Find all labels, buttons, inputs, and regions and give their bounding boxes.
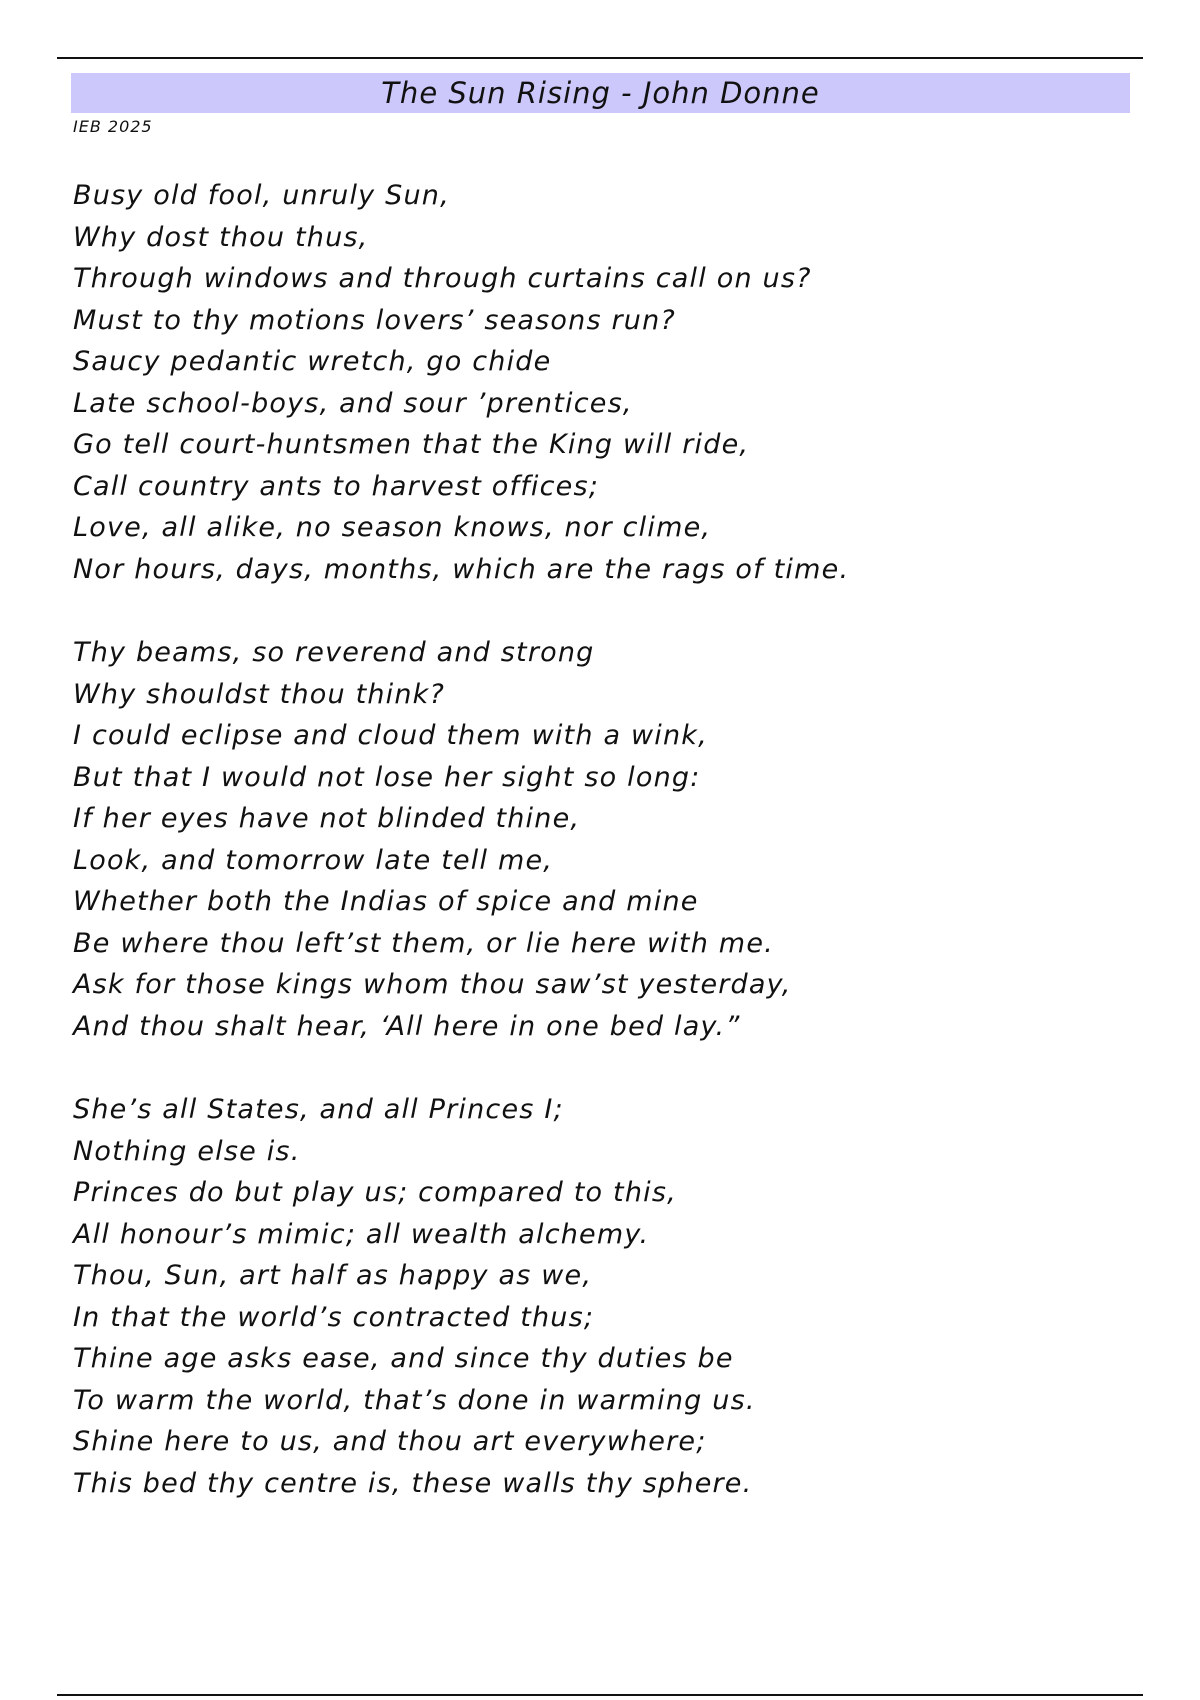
- poem-line: Late school-boys, and sour ’prentices,: [73, 387, 633, 419]
- poem-line: Nothing else is.: [73, 1135, 301, 1167]
- poem-line: Through windows and through curtains call on us?: [73, 263, 812, 294]
- poem-line: She’s all States, and all Princes I;: [73, 1094, 564, 1125]
- poem-line: Thou, Sun, art half as happy as we,: [73, 1260, 593, 1291]
- exam-tag: IEB 2025: [73, 117, 153, 136]
- top-rule: [57, 57, 1143, 59]
- poem-line: In that the world’s contracted thus;: [73, 1301, 595, 1333]
- document-title: The Sun Rising - John Donne: [381, 76, 820, 110]
- stanza-1: [73, 175, 1133, 590]
- poem-line: To warm the world, that’s done in warming us.: [73, 1384, 756, 1416]
- poem-line: This bed thy centre is, these walls thy sphere.: [73, 1467, 753, 1499]
- poem-line: Look, and tomorrow late tell me,: [73, 844, 554, 876]
- poem-line: Shine here to us, and thou art everywhere;: [73, 1426, 707, 1457]
- poem-line: Go tell court-huntsmen that the King will ride,: [73, 429, 750, 460]
- poem-line: Busy old fool, unruly Sun,: [73, 180, 450, 211]
- stanza-3: [73, 1089, 1133, 1504]
- poem-line: Saucy pedantic wretch, go chide: [73, 346, 552, 377]
- poem-line: Thine age asks ease, and since thy duties be: [73, 1343, 734, 1374]
- poem-line: If her eyes have not blinded thine,: [73, 803, 581, 834]
- poem-line: I could eclipse and cloud them with a wink,: [73, 720, 708, 751]
- poem-line: Why dost thou thus,: [73, 221, 369, 253]
- poem-line: Love, all alike, no season knows, nor clime,: [73, 512, 712, 543]
- poem-line: Nor hours, days, months, which are the rags of time.: [73, 553, 850, 585]
- poem-line: Ask for those kings whom thou saw’st yesterday,: [73, 969, 792, 1000]
- poem-line: Call country ants to harvest offices;: [73, 470, 600, 502]
- title-bar: [71, 73, 1130, 113]
- poem-line: Must to thy motions lovers’ seasons run?: [73, 304, 676, 336]
- poem-line: But that I would not lose her sight so long:: [73, 761, 701, 793]
- stanza-2: [73, 632, 1133, 1047]
- poem-line: Be where thou left’st them, or lie here with me.: [73, 927, 774, 959]
- bottom-rule: [57, 1694, 1143, 1696]
- poem-line: Princes do but play us; compared to this,: [73, 1177, 677, 1208]
- poem-body: [73, 175, 1133, 1546]
- poem-line: Whether both the Indias of spice and mine: [73, 886, 699, 917]
- poem-line: And thou shalt hear, ‘All here in one bed lay.”: [73, 1010, 741, 1042]
- poem-line: All honour’s mimic; all wealth alchemy.: [73, 1218, 650, 1250]
- poem-line: Thy beams, so reverend and strong: [73, 637, 595, 668]
- poem-line: Why shouldst thou think?: [73, 678, 446, 710]
